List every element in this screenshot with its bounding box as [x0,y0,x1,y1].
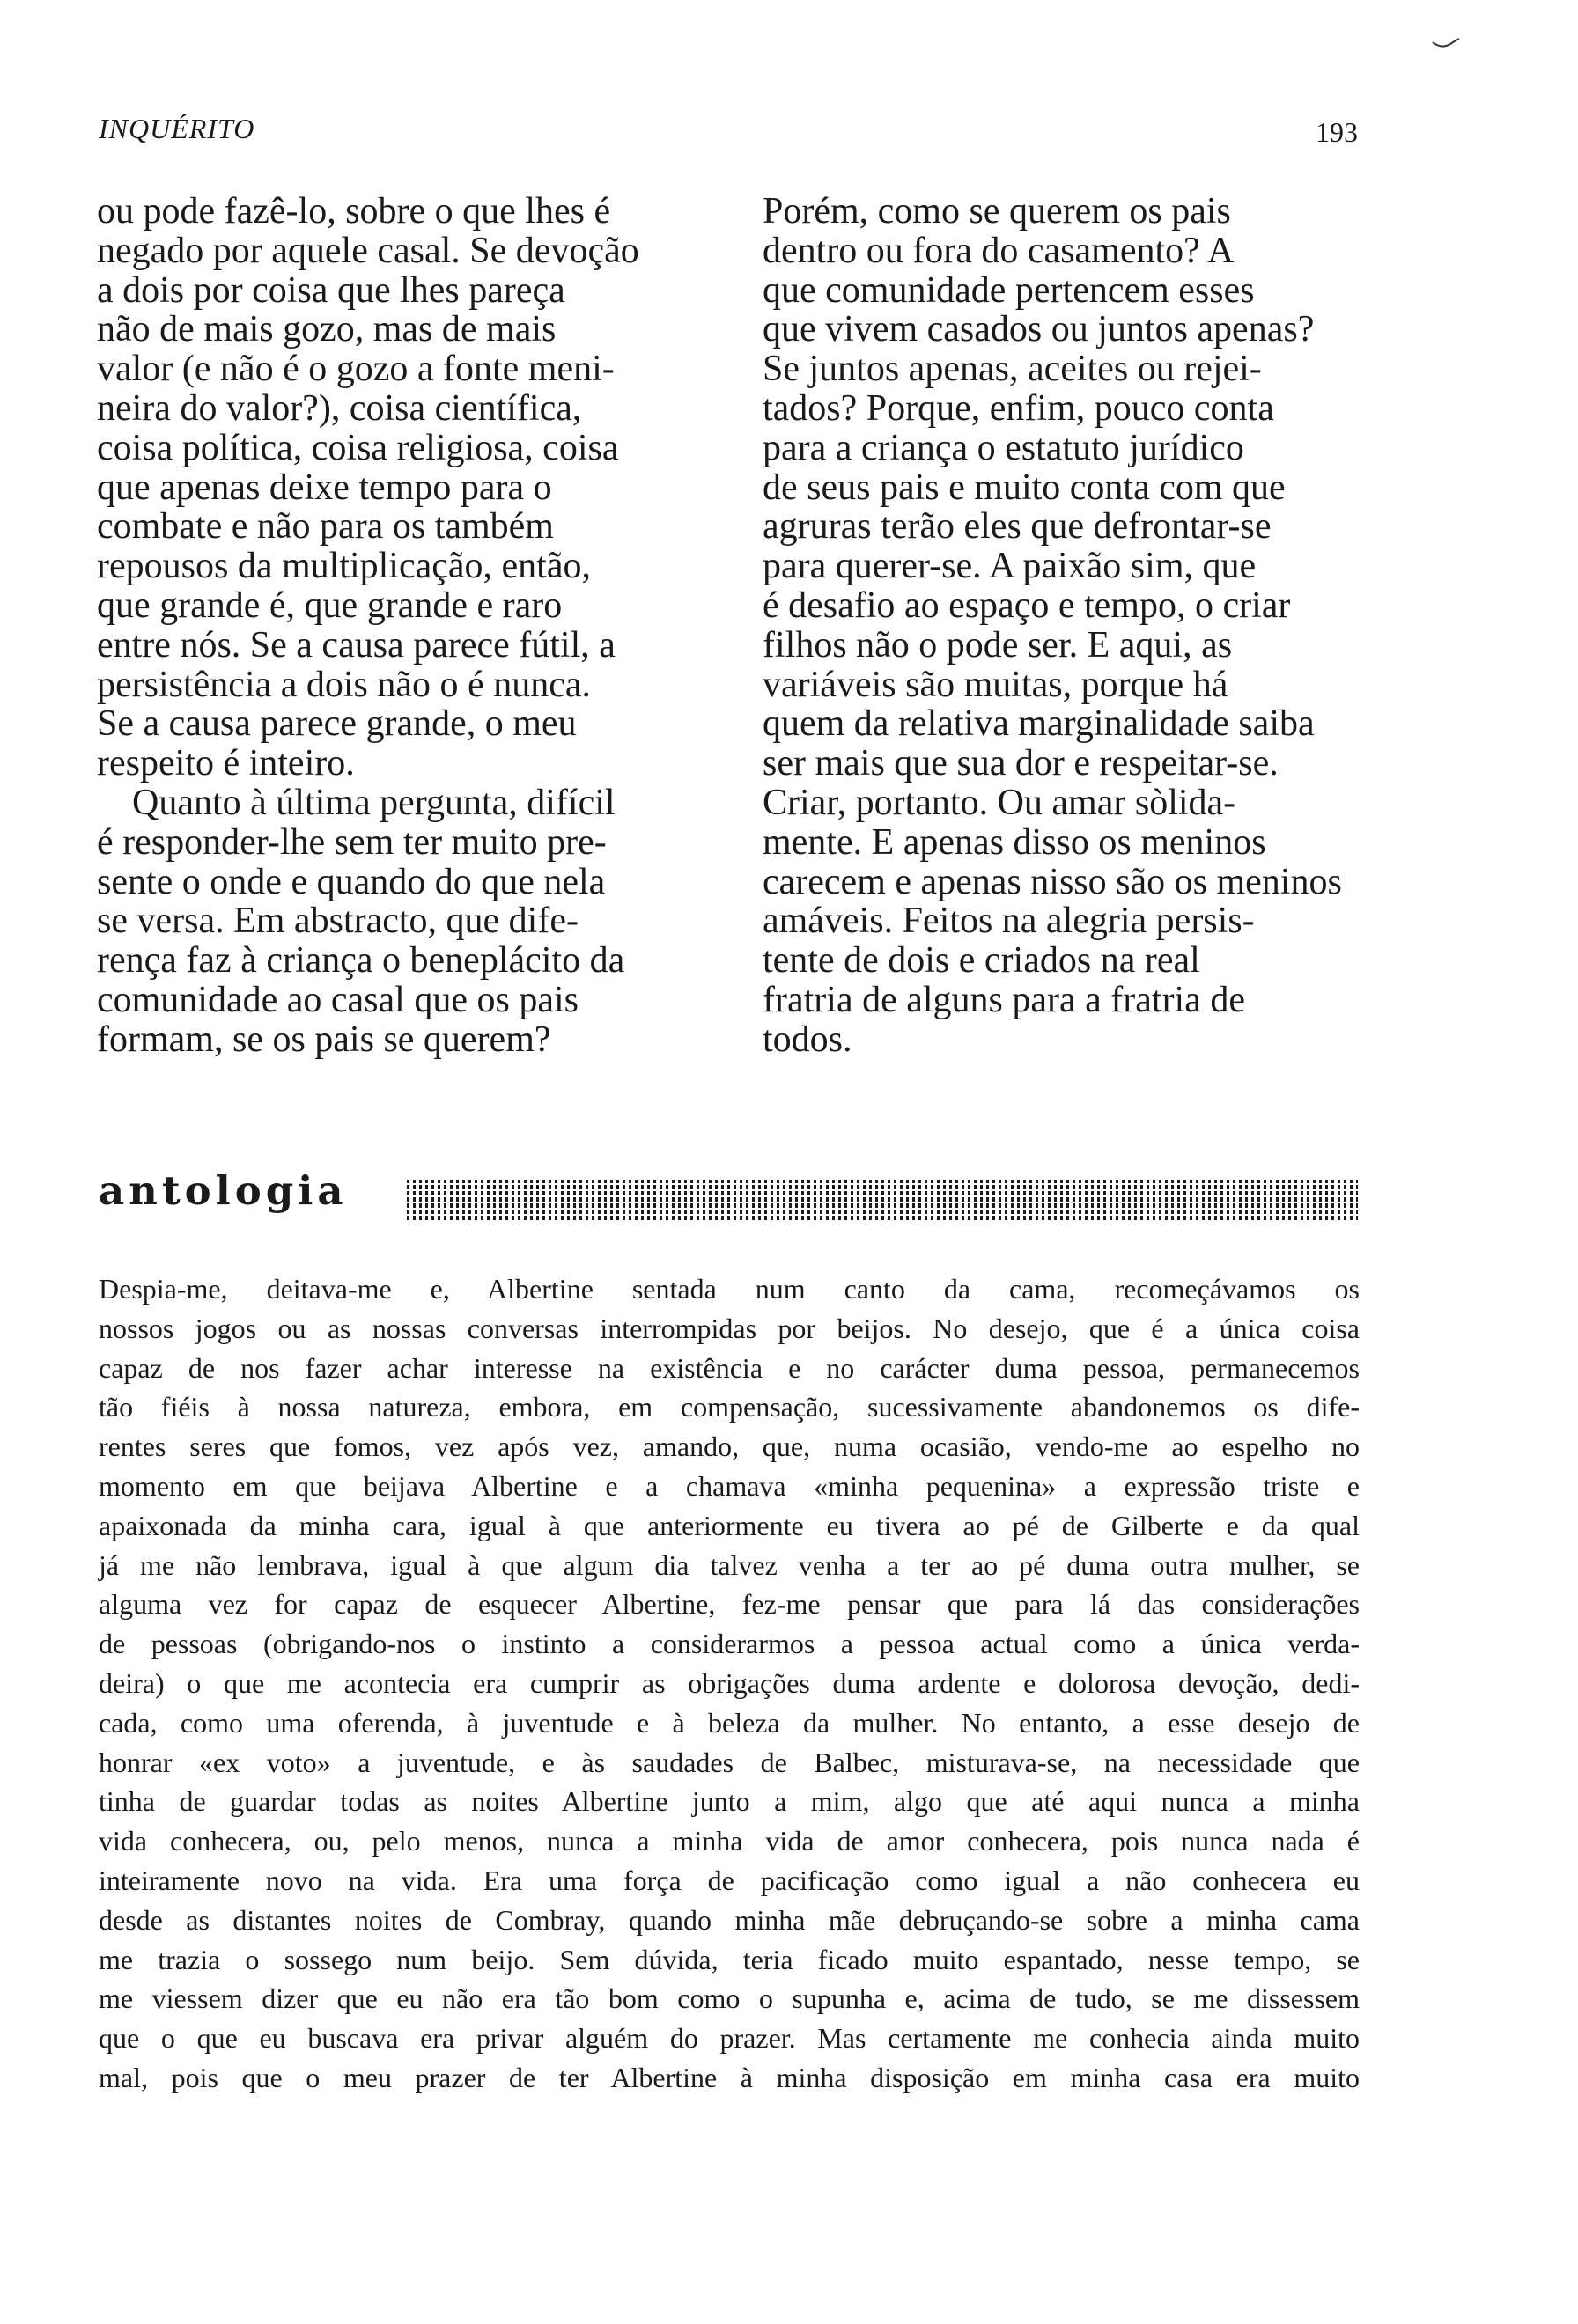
running-title: INQUÉRITO [99,113,255,144]
anthology-paragraph: Despia-me, deitava-me e, Albertine sentada num canto da cama, recomeçávamos os nossos jogos ou as nossas conversas interrompidas por beijos. No desejo, que é a única coisa capaz de nos fazer achar interesse na existência e no carácter duma pessoa, permanecemos tão fiéis à nossa natureza, embora, em compensação, sucessivamente abandonemos os dife- rentes seres que fomos, vez após vez, amando, que, numa ocasião, vendo-me ao espelho no momento em que beijava Albertine e a chamava «minha pequenina» a expressão triste e apaixonada da minha cara, igual à que anteriormente eu tivera ao pé de Gilberte e da qual já me não lembrava, igual à que algum dia talvez venha a ter ao pé duma outra mulher, se alguma vez for capaz de esquecer Albertine, fez-me pensar que para lá das considerações de pessoas (obrigando-nos o instinto a considerarmos a pessoa actual como a única verda- deira) o que me acontecia era cumprir as obrigações duma ardente e dolorosa devoção, dedi- cada, como uma oferenda, à juventude e à beleza da mulher. No entanto, a esse desejo de honrar «ex voto» a juventude, e às saudades de Balbec, misturava-se, na necessidade que tinha de guardar todas as noites Albertine junto a mim, algo que até aqui nunca a minha vida conhecera, ou, pelo menos, nunca a minha vida de amor conhecera, pois nunca nada é inteiramente novo na vida. Era uma força de pacificação como igual a não conhecera eu desde as distantes noites de Combray, quando minha mãe debruçando-se sobre a minha cama me trazia o sossego num beijo. Sem dúvida, teria ficado muito espantado, nesse tempo, se me viessem dizer que eu não era tão bom como o supunha e, acima de tudo, se me dissessem que o que eu buscava era privar alguém do prazer. Mas certamente me conhecia ainda muito mal, pois que o meu prazer de ter Albertine à minha disposição em minha casa era muito [99,1273,1360,2093]
page-header [99,113,1358,157]
two-column-text [97,192,1361,1090]
corner-pen-mark [1431,35,1461,49]
decorative-pattern-bar [407,1180,1358,1220]
left-paragraph-1: ou pode fazê-lo, sobre o que lhes é negado por aquele casal. Se devoção a dois por coisa que lhes pareça não de mais gozo, mas de mais valor (e não é o gozo a fonte meni- neira do valor?), coisa científica, coisa política, coisa religiosa, coisa que apenas deixe tempo para o combate e não para os também repousos da multiplicação, então, que grande é, que grande e raro entre nós. Se a causa parece fútil, a persistência a dois não o é nunca. Se a causa parece grande, o meu respeito é inteiro. [97,191,639,784]
left-column [97,192,696,1060]
page-number: 193 [1316,116,1358,148]
section-banner [99,1167,1360,1229]
right-column [763,192,1361,1060]
section-title: antologia [99,1167,348,1214]
anthology-text [99,1269,1360,2098]
right-paragraph-1: Porém, como se querem os pais dentro ou fora do casamento? A que comunidade pertencem esses que vivem casados ou juntos apenas? Se juntos apenas, aceites ou rejei- tados? Porque, enfim, pouco conta para a criança o estatuto jurídico de seus pais e muito conta com que agruras terão eles que defrontar-se para querer-se. A paixão sim, que é desafio ao espaço e tempo, o criar filhos não o pode ser. E aqui, as variáveis são muitas, porque há quem da relativa marginalidade saiba ser mais que sua dor e respeitar-se. Criar, portanto. Ou amar sòlida- mente. E apenas disso os meninos carecem e apenas nisso são os meninos amáveis. Feitos na alegria persis- tente de dois e criados na real fratria de alguns para a fratria de todos. [763,191,1342,1060]
left-paragraph-2: Quanto à última pergunta, difícil é responder-lhe sem ter muito pre- sente o onde e quando do que nela se versa. Em abstracto, que dife- rença faz à criança o beneplácito da comunidade ao casal que os pais formam, se os pais se querem? [97,782,625,1060]
